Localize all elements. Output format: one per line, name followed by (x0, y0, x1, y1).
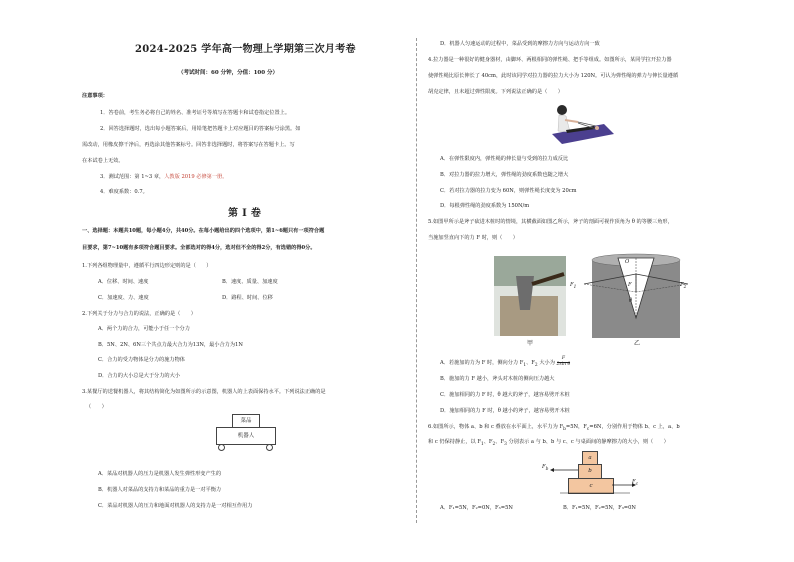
block-c-label: c (589, 482, 593, 489)
figure-label-b: 乙 (634, 340, 641, 347)
q4-stem: 胡克定律，且未超过弹性限度。下列说法正确的是（ ） (428, 89, 563, 95)
q1-stem: 1.下列各组物理量中，遵循平行四边形定则的是（ ） (82, 263, 212, 269)
diagram-label-f1 (570, 282, 576, 290)
blocks-figure (540, 451, 650, 496)
q6-stem-1c: =6N，分别作用于物体 b、c 上，a、b (589, 424, 680, 430)
q1-option-c: C．加速度、力、速度 (98, 295, 149, 301)
section-title: 第 Ⅰ 卷 (228, 208, 262, 219)
q2-option-c: C．合力的受力物体是分力的施力物体 (98, 357, 185, 363)
f2-sub: 2 (683, 285, 687, 291)
f2-letter: F (680, 282, 684, 288)
q3-option-a: A．菜品对机器人的压力是机器人发生弹性形变产生的 (98, 471, 222, 477)
q2-option-d: D．合力的大小总是大于分力的大小 (98, 373, 180, 379)
dish-block (232, 414, 260, 428)
block-b-label: b (588, 468, 592, 475)
page-title: 2024-2025 学年高一物理上学期第三次月考卷 (135, 44, 356, 55)
q6-stem-2c: 、F (495, 439, 505, 445)
wheel-left (218, 444, 225, 451)
q6-option-b: B．F₁=5N，F₂=5N，F₃=0N (563, 505, 636, 511)
q6-stem-2d: 分别表示 a 与 b、b 与 c、c 与桌面间的静摩擦力的大小，则（ ） (506, 439, 669, 445)
q4-stem: 4.拉力器是一种很好的健身器材，由脚环、两根相同的弹性绳、把手等组成。如图所示，某同学拉开拉力器 (428, 57, 672, 63)
figure-label-a: 甲 (527, 340, 534, 347)
q5-a-pre: A．若施加的力为 F 时，侧向分力 F (440, 359, 524, 366)
notice-heading: 注意事项： (82, 93, 108, 99)
q4-stem: 使弹性绳比原长伸长了 40cm，此时该同学对拉力器的拉力大小为 120N。可认为弹性绳的弹力与伸长量遵循 (428, 73, 679, 79)
q3-option-b: B．机器人对菜品的支持力和菜品的重力是一对平衡力 (98, 487, 222, 493)
q2-option-a: A．两个力的合力，可能小于任一个分力 (98, 326, 190, 332)
q4-option-c: C．若对拉力器的拉力变为 60N，则弹性绳长度变为 20cm (440, 188, 577, 194)
notice-item-highlight: 人教版 2019 必修第一册。 (164, 174, 228, 180)
q6-stem: 和 c 仍保持静止，以 $F_1$、$F_2$、$F_3$ 分别表示 a 与 b、b 与 c、c 与桌面间的静摩擦力的大小，则（ ） (428, 439, 669, 448)
q1-option-b: B．速度、质量、加速度 (222, 279, 278, 285)
f1-letter: F (570, 282, 574, 288)
q4-option-d: D．每根弹性绳的劲度系数为 150N/m (440, 203, 530, 209)
q5-option-a: A．若施加的力为 F 时，侧向分力 $F_1$、$F_2$ 大小为 $\frac{F}{\text{2sin θ}}$ (440, 356, 571, 368)
notice-item: 在本试卷上无效。 (82, 158, 124, 164)
fraction-top: F (557, 357, 571, 363)
fraction-bottom: 2sin θ (556, 361, 571, 367)
q5-option-d: D．施加相同的力 F 时，θ 越小的斧子，越容易劈开木桩 (440, 408, 570, 414)
fb-letter: F (542, 464, 546, 470)
column-divider (416, 38, 417, 523)
f1-sub: 1 (573, 285, 577, 291)
robot-figure (210, 414, 290, 464)
q5-a-mid: 、F (526, 359, 535, 366)
wheel-right (266, 444, 273, 451)
notice-item: 需改动，用橡皮擦干净后，再选涂其他答案标号。回答非选择题时，将答案写在答题卡上。写 (82, 142, 295, 148)
notice-item-text: 3．测试范围：第 1~3 章， (100, 174, 165, 180)
section-intro: 目要求，第7~10题有多项符合题目要求。全部选对的得4分，选对但不全的得2分，有选错的得0分。 (82, 245, 316, 251)
q2-option-b: B．5N、2N、6N三个共点力最大合力为13N，最小合力为1N (98, 342, 243, 348)
robot-block (216, 427, 276, 445)
diagram-label-o: O (625, 259, 630, 265)
q1-option-a: A．位移、时间、速度 (98, 279, 149, 285)
q6-stem-2b: 、F (483, 439, 493, 445)
wedge-diagram (578, 248, 694, 340)
notice-item: 1．答卷前，考生务必将自己的姓名、准考证号等填写在答题卡和试卷指定位置上。 (100, 110, 291, 116)
fb-sub: b (545, 467, 549, 473)
fc-sub: c (635, 482, 639, 488)
q5-stem: 当施加竖直向下的力 F 时，则（ ） (428, 235, 518, 241)
axe-photo (494, 256, 566, 336)
q3-option-d: D．机器人匀速运动的过程中，菜品受到的摩擦力方向与运动方向一致 (440, 41, 600, 47)
q3-stem: （ ） (86, 404, 107, 410)
diagram-label-theta: θ (629, 298, 633, 304)
q4-option-a: A．在弹性限度内，弹性绳的伸长量与受到的拉力成反比 (440, 156, 569, 162)
q6-stem-1: 6.如图所示，物体 a、b 和 c 叠放在水平面上，水平力为 F (428, 424, 564, 430)
q5-option-c: C．施加相同的力 F 时，θ 越大的斧子，越容易劈开木桩 (440, 392, 570, 398)
q5-option-b: B．施加的力 F 越小，斧头对木桩的侧向压力越大 (440, 376, 555, 382)
section-intro: 一、选择题：本题共10题，每小题4分，共40分。在每小题给出的四个选项中，第1~6题只有一项符合题 (82, 228, 325, 234)
q3-stem: 3.某餐厅的送餐机器人，将其结构简化为如图所示的示意图，机器人的上表面保持水平。下列说法正确的是 (82, 389, 326, 395)
fraction (557, 357, 571, 368)
q6-stem-2: 和 c 仍保持静止，以 F (428, 439, 481, 445)
q4-option-b: B．对拉力器的拉力增大，弹性绳的劲度系数也随之增大 (440, 172, 569, 178)
diagram-label-f: F (628, 282, 632, 288)
q1-option-d: D．路程、时间、位移 (222, 295, 273, 301)
q6-stem-1b: =5N，F (565, 424, 587, 430)
notice-item (100, 174, 227, 181)
q2-stem: 2.下列关于分力与合力的说法，正确的是（ ） (82, 311, 196, 317)
force-label-fb (542, 464, 548, 472)
q6-option-a: A．F₁=5N，F₂=0N，F₃=5N (440, 505, 513, 511)
force-arrows (540, 451, 650, 496)
q3-option-c: C．菜品对机器人的压力和地面对机器人的支持力是一对相互作用力 (98, 503, 253, 509)
fc-letter: F (632, 479, 636, 485)
robot-label: 机器人 (237, 432, 255, 439)
notice-item: 4．难度系数：0.7。 (100, 189, 148, 195)
dish-label: 菜品 (240, 417, 252, 424)
diagram-label-f2 (680, 282, 686, 290)
force-label-fc (632, 479, 638, 487)
q6-stem: 6.如图所示，物体 a、b 和 c 叠放在水平面上，水平力为 $F_b=5N$，$F_c=6N$，分别作用于物体 b、c 上，a、b (428, 424, 680, 433)
exam-info: （考试时间：60 分钟，分值：100 分） (178, 70, 278, 76)
notice-item: 2．回答选择题时，选出每小题答案后，用铅笔把答题卡上对应题目的答案标号涂黑。如 (100, 126, 301, 132)
block-a-label: a (588, 454, 592, 461)
q5-a-post: 大小为 (537, 359, 555, 366)
q5-stem: 5.如图甲所示是斧子砍进木桩时的情境，其横截面如图乙所示，斧子的剖面可视作顶角为 θ 的等腰三角形， (428, 219, 673, 225)
exerciser-photo (548, 98, 618, 146)
